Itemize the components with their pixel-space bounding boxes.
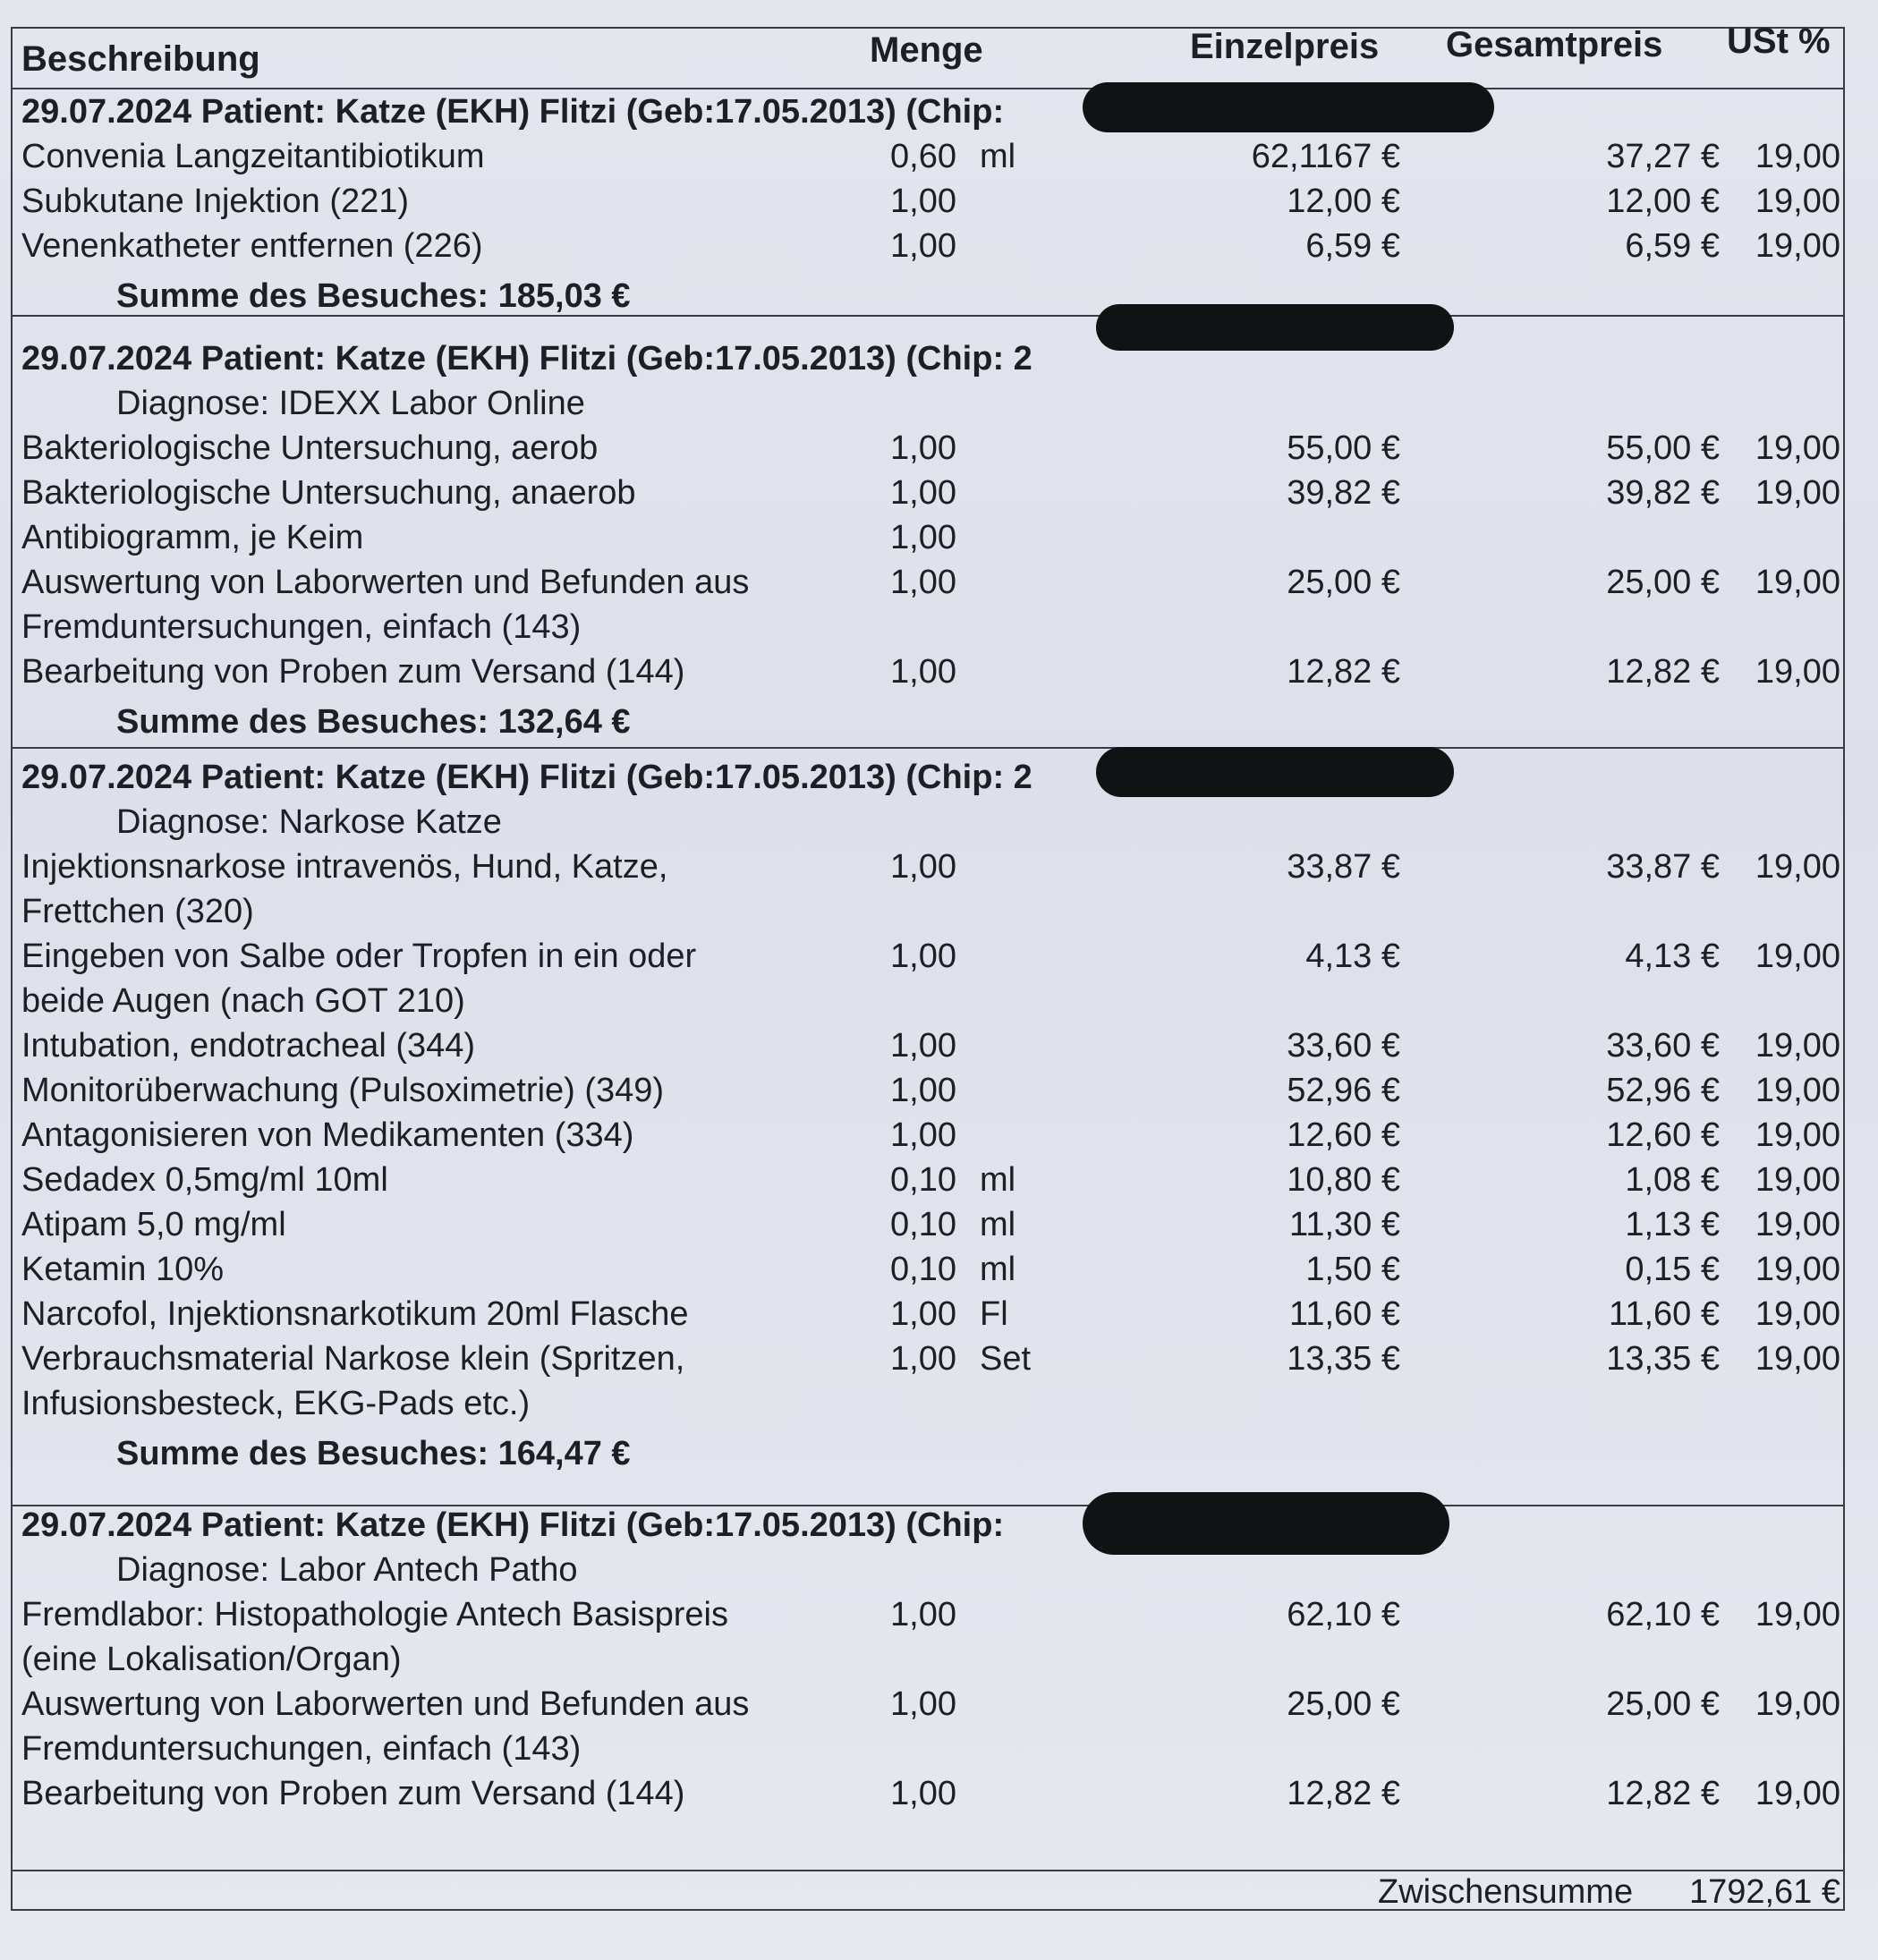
visit-diagnosis: Diagnose: Narkose Katze	[116, 803, 502, 841]
visit-patient-row	[0, 1506, 1878, 1551]
header-unit-price: Einzelpreis	[1190, 27, 1380, 66]
header-divider	[11, 88, 1845, 89]
header-vat: USt %	[1727, 21, 1831, 61]
item-description: Eingeben von Salbe oder Tropfen in ein oder	[21, 938, 697, 975]
line-item-continuation	[0, 982, 1878, 1027]
item-quantity: 1,00	[890, 1027, 956, 1065]
visit-diagnosis: Diagnose: IDEXX Labor Online	[116, 385, 585, 422]
visit-sum: Summe des Besuches: 185,03 €	[116, 277, 631, 315]
item-total-price: 12,82 €	[1606, 1775, 1720, 1812]
line-item	[0, 1295, 1878, 1340]
item-unit: ml	[980, 138, 1016, 175]
item-description: Antibiogramm, je Keim	[21, 519, 364, 556]
item-vat: 19,00	[1755, 1161, 1840, 1199]
item-description: Bearbeitung von Proben zum Versand (144)	[21, 1775, 685, 1812]
visit-patient-header: 29.07.2024 Patient: Katze (EKH) Flitzi (Geb:17.05.2013) (Chip:	[21, 1506, 1005, 1544]
item-total-price: 4,13 €	[1625, 938, 1720, 975]
item-total-price: 13,35 €	[1606, 1340, 1720, 1378]
item-total-price: 33,60 €	[1606, 1027, 1720, 1065]
item-vat: 19,00	[1755, 564, 1840, 601]
item-quantity: 0,10	[890, 1206, 956, 1243]
line-item	[0, 227, 1878, 272]
item-vat: 19,00	[1755, 1027, 1840, 1065]
item-description-continued: Fremduntersuchungen, einfach (143)	[21, 608, 582, 646]
item-vat: 19,00	[1755, 848, 1840, 886]
item-quantity: 0,60	[890, 138, 956, 175]
item-total-price: 6,59 €	[1625, 227, 1720, 265]
item-unit-price: 33,87 €	[1287, 848, 1400, 886]
item-description: Auswertung von Laborwerten und Befunden aus	[21, 564, 750, 601]
item-vat: 19,00	[1755, 1596, 1840, 1633]
footer-divider	[11, 1870, 1845, 1871]
item-unit-price: 12,82 €	[1287, 653, 1400, 691]
line-item	[0, 519, 1878, 564]
item-quantity: 1,00	[890, 938, 956, 975]
item-description: Fremdlabor: Histopathologie Antech Basispreis	[21, 1596, 728, 1633]
item-vat: 19,00	[1755, 653, 1840, 691]
visit-patient-header: 29.07.2024 Patient: Katze (EKH) Flitzi (Geb:17.05.2013) (Chip: 2	[21, 340, 1032, 378]
item-description: Antagonisieren von Medikamenten (334)	[21, 1116, 634, 1154]
visit-diagnosis: Diagnose: Labor Antech Patho	[116, 1551, 578, 1589]
item-quantity: 1,00	[890, 848, 956, 886]
item-total-price: 12,60 €	[1606, 1116, 1720, 1154]
item-description-continued: beide Augen (nach GOT 210)	[21, 982, 465, 1020]
item-description: Subkutane Injektion (221)	[21, 182, 410, 220]
item-total-price: 11,60 €	[1609, 1295, 1720, 1333]
visit-sum: Summe des Besuches: 164,47 €	[116, 1435, 631, 1472]
item-quantity: 1,00	[890, 1072, 956, 1109]
item-description: Ketamin 10%	[21, 1251, 225, 1288]
item-description: Sedadex 0,5mg/ml 10ml	[21, 1161, 388, 1199]
visit-diagnosis-row	[0, 385, 1878, 429]
item-description: Convenia Langzeitantibiotikum	[21, 138, 485, 175]
item-total-price: 1,08 €	[1625, 1161, 1720, 1199]
line-item-continuation	[0, 893, 1878, 938]
item-vat: 19,00	[1755, 1295, 1840, 1333]
item-description: Verbrauchsmaterial Narkose klein (Spritzen,	[21, 1340, 685, 1378]
item-quantity: 0,10	[890, 1251, 956, 1288]
line-item-continuation	[0, 1385, 1878, 1430]
item-total-price: 39,82 €	[1606, 474, 1720, 512]
line-item	[0, 1685, 1878, 1730]
item-unit-price: 12,60 €	[1287, 1116, 1400, 1154]
line-item	[0, 1072, 1878, 1116]
item-unit-price: 13,35 €	[1287, 1340, 1400, 1378]
item-unit-price: 62,1167 €	[1251, 138, 1400, 175]
line-item	[0, 1161, 1878, 1206]
visit-patient-header: 29.07.2024 Patient: Katze (EKH) Flitzi (Geb:17.05.2013) (Chip: 2	[21, 759, 1032, 796]
item-description: Intubation, endotracheal (344)	[21, 1027, 476, 1065]
visit-patient-header: 29.07.2024 Patient: Katze (EKH) Flitzi (Geb:17.05.2013) (Chip:	[21, 93, 1005, 131]
item-description: Injektionsnarkose intravenös, Hund, Katze,	[21, 848, 668, 886]
chip-redaction-mark	[1083, 1492, 1449, 1555]
item-quantity: 1,00	[890, 1775, 956, 1812]
item-quantity: 1,00	[890, 1596, 956, 1633]
item-quantity: 1,00	[890, 1295, 956, 1333]
visit-diagnosis-row	[0, 1551, 1878, 1596]
item-description: Bakteriologische Untersuchung, aerob	[21, 429, 599, 467]
item-quantity: 1,00	[890, 653, 956, 691]
item-vat: 19,00	[1755, 227, 1840, 265]
item-unit-price: 12,82 €	[1287, 1775, 1400, 1812]
item-unit-price: 52,96 €	[1287, 1072, 1400, 1109]
item-unit-price: 12,00 €	[1287, 182, 1400, 220]
line-item	[0, 182, 1878, 227]
item-quantity: 1,00	[890, 1116, 956, 1154]
item-quantity: 1,00	[890, 429, 956, 467]
line-item	[0, 653, 1878, 698]
item-unit: Set	[980, 1340, 1032, 1378]
item-unit-price: 55,00 €	[1287, 429, 1400, 467]
item-total-price: 33,87 €	[1606, 848, 1720, 886]
item-unit: Fl	[980, 1295, 1008, 1333]
item-description-continued: Infusionsbesteck, EKG-Pads etc.)	[21, 1385, 531, 1422]
line-item	[0, 1340, 1878, 1385]
line-item	[0, 1206, 1878, 1251]
line-item	[0, 1116, 1878, 1161]
item-quantity: 1,00	[890, 474, 956, 512]
line-item	[0, 1775, 1878, 1820]
item-vat: 19,00	[1755, 1116, 1840, 1154]
item-unit-price: 62,10 €	[1287, 1596, 1400, 1633]
item-quantity: 1,00	[890, 564, 956, 601]
item-vat: 19,00	[1755, 474, 1840, 512]
line-item	[0, 429, 1878, 474]
item-total-price: 12,00 €	[1606, 182, 1720, 220]
item-description-continued: Frettchen (320)	[21, 893, 254, 930]
item-description-continued: Fremduntersuchungen, einfach (143)	[21, 1730, 582, 1768]
item-total-price: 25,00 €	[1606, 564, 1720, 601]
visit-sum-row	[0, 277, 1878, 322]
item-total-price: 25,00 €	[1606, 1685, 1720, 1723]
item-total-price: 55,00 €	[1606, 429, 1720, 467]
item-unit: ml	[980, 1206, 1016, 1243]
item-description: Monitorüberwachung (Pulsoximetrie) (349)	[21, 1072, 665, 1109]
item-description: Narcofol, Injektionsnarkotikum 20ml Flasche	[21, 1295, 689, 1333]
item-quantity: 1,00	[890, 519, 956, 556]
item-quantity: 1,00	[890, 1685, 956, 1723]
visit-sum: Summe des Besuches: 132,64 €	[116, 703, 631, 741]
line-item	[0, 1596, 1878, 1641]
item-vat: 19,00	[1755, 1685, 1840, 1723]
item-vat: 19,00	[1755, 938, 1840, 975]
line-item-continuation	[0, 1730, 1878, 1775]
item-vat: 19,00	[1755, 1775, 1840, 1812]
line-item-continuation	[0, 608, 1878, 653]
item-vat: 19,00	[1755, 182, 1840, 220]
visit-patient-row	[0, 759, 1878, 803]
chip-redaction-mark	[1096, 747, 1454, 797]
line-item	[0, 564, 1878, 608]
item-unit-price: 33,60 €	[1287, 1027, 1400, 1065]
item-unit-price: 6,59 €	[1305, 227, 1400, 265]
item-unit-price: 4,13 €	[1305, 938, 1400, 975]
item-quantity: 1,00	[890, 227, 956, 265]
item-unit: ml	[980, 1161, 1016, 1199]
visit-patient-row	[0, 93, 1878, 138]
item-quantity: 1,00	[890, 182, 956, 220]
item-total-price: 37,27 €	[1606, 138, 1720, 175]
item-description: Venenkatheter entfernen (226)	[21, 227, 483, 265]
line-item	[0, 1251, 1878, 1295]
visit-sum-row	[0, 1435, 1878, 1480]
line-item	[0, 848, 1878, 893]
item-unit-price: 11,60 €	[1289, 1295, 1400, 1333]
header-description: Beschreibung	[21, 39, 260, 79]
item-vat: 19,00	[1755, 1251, 1840, 1288]
chip-redaction-mark	[1096, 304, 1454, 351]
item-description-continued: (eine Lokalisation/Organ)	[21, 1641, 402, 1678]
item-vat: 19,00	[1755, 138, 1840, 175]
line-item	[0, 138, 1878, 182]
line-item	[0, 938, 1878, 982]
item-quantity: 0,10	[890, 1161, 956, 1199]
item-vat: 19,00	[1755, 1340, 1840, 1378]
item-unit: ml	[980, 1251, 1016, 1288]
visit-diagnosis-row	[0, 803, 1878, 848]
header-total-price: Gesamtpreis	[1446, 25, 1663, 64]
header-quantity: Menge	[870, 30, 983, 70]
line-item	[0, 474, 1878, 519]
item-vat: 19,00	[1755, 429, 1840, 467]
visit-sum-row	[0, 703, 1878, 748]
subtotal-value: 1792,61 €	[1688, 1873, 1840, 1911]
item-unit-price: 11,30 €	[1289, 1206, 1400, 1243]
item-total-price: 52,96 €	[1606, 1072, 1720, 1109]
item-description: Bearbeitung von Proben zum Versand (144)	[21, 653, 685, 691]
item-total-price: 62,10 €	[1606, 1596, 1720, 1633]
item-vat: 19,00	[1755, 1072, 1840, 1109]
item-description: Auswertung von Laborwerten und Befunden aus	[21, 1685, 750, 1723]
item-unit-price: 25,00 €	[1287, 564, 1400, 601]
line-item-continuation	[0, 1641, 1878, 1685]
item-unit-price: 39,82 €	[1287, 474, 1400, 512]
item-unit-price: 25,00 €	[1287, 1685, 1400, 1723]
item-description: Bakteriologische Untersuchung, anaerob	[21, 474, 636, 512]
item-quantity: 1,00	[890, 1340, 956, 1378]
chip-redaction-mark	[1083, 82, 1494, 132]
item-unit-price: 10,80 €	[1287, 1161, 1400, 1199]
item-vat: 19,00	[1755, 1206, 1840, 1243]
item-unit-price: 1,50 €	[1305, 1251, 1400, 1288]
visit-patient-row	[0, 340, 1878, 385]
item-description: Atipam 5,0 mg/ml	[21, 1206, 286, 1243]
line-item	[0, 1027, 1878, 1072]
item-total-price: 0,15 €	[1625, 1251, 1720, 1288]
subtotal-label: Zwischensumme	[1378, 1873, 1634, 1911]
item-total-price: 12,82 €	[1606, 653, 1720, 691]
item-total-price: 1,13 €	[1625, 1206, 1720, 1243]
